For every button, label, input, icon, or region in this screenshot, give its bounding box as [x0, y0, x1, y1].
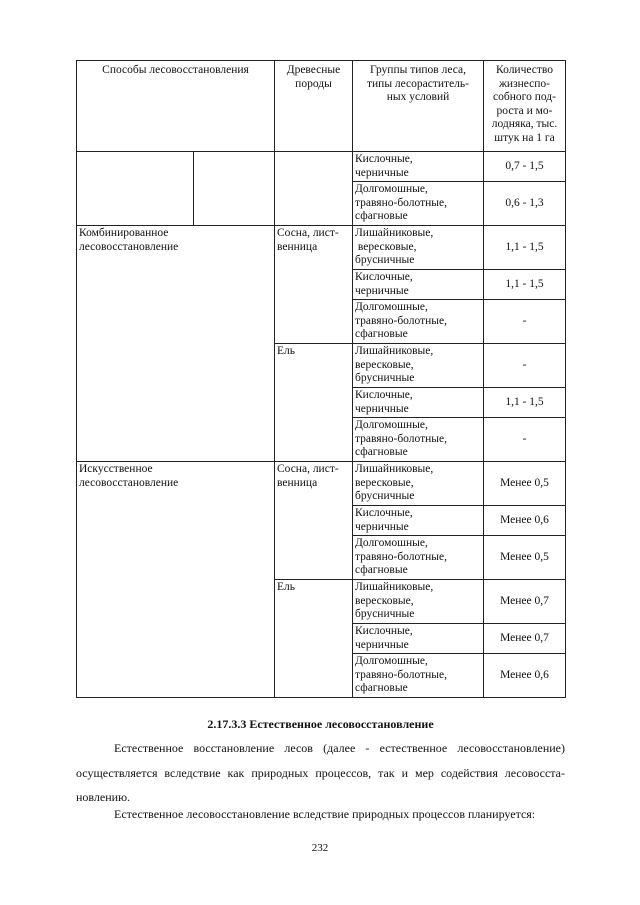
- forest-group-cell: Долгомошные, травяно-болотные, сфагновые: [353, 300, 484, 344]
- quantity-cell: 0,7 - 1,5: [484, 152, 566, 182]
- forest-group-cell: Лишайниковые, вересковые, брусничные: [353, 344, 484, 388]
- method-cell-artificial: Искусственное лесовосстановление: [77, 462, 275, 698]
- header-forest-groups: Группы типов леса, типы лесораститель- ных условий: [353, 61, 484, 152]
- forest-group-cell: Лишайниковые, вересковые, брусничные: [353, 226, 484, 270]
- header-species: Древесные породы: [275, 61, 353, 152]
- reforestation-table: [76, 60, 566, 698]
- quantity-cell: 1,1 - 1,5: [484, 226, 566, 270]
- quantity-cell: Менее 0,7: [484, 580, 566, 624]
- empty-cell: [77, 152, 194, 226]
- table-header-row: [77, 61, 566, 152]
- quantity-cell: -: [484, 300, 566, 344]
- forest-group-cell: Лишайниковые, вересковые, брусничные: [353, 580, 484, 624]
- table-row: [77, 462, 566, 506]
- quantity-cell: 1,1 - 1,5: [484, 270, 566, 300]
- empty-cell: [275, 152, 353, 226]
- quantity-cell: Менее 0,5: [484, 462, 566, 506]
- forest-group-cell: Долгомошные, травяно-болотные, сфагновые: [353, 654, 484, 698]
- species-cell: Ель: [275, 580, 353, 698]
- quantity-cell: Менее 0,5: [484, 536, 566, 580]
- header-quantity: Количество жизнеспо- собного под- роста и мо- лодняка, тыс. штук на 1 га: [484, 61, 566, 152]
- species-cell: Сосна, лист- венница: [275, 462, 353, 580]
- forest-group-cell: Долгомошные, травяно-болотные, сфагновые: [353, 536, 484, 580]
- forest-group-cell: Долгомошные, травяно-болотные, сфагновые: [353, 418, 484, 462]
- table-row: [77, 152, 566, 182]
- quantity-cell: Менее 0,6: [484, 506, 566, 536]
- section-heading: 2.17.3.3 Естественное лесовосстановление: [207, 717, 434, 731]
- forest-group-cell: Кислочные, черничные: [353, 388, 484, 418]
- header-method: Способы лесовосстановления: [77, 61, 275, 152]
- table-row: [77, 226, 566, 270]
- quantity-cell: Менее 0,6: [484, 654, 566, 698]
- quantity-cell: -: [484, 418, 566, 462]
- empty-cell: [194, 152, 275, 226]
- forest-group-cell: Кислочные, черничные: [353, 270, 484, 300]
- forest-group-cell: Кислочные, черничные: [353, 506, 484, 536]
- quantity-cell: 0,6 - 1,3: [484, 182, 566, 226]
- paragraph-natural-reforestation: Естественное восстановление лесов (далее - естественное лесовосстановление) осуществляется вследствие как природных процессов, так и мер содействия лесовосста-новлению.: [76, 741, 565, 804]
- quantity-cell: Менее 0,7: [484, 624, 566, 654]
- forest-group-cell: Долгомошные, травяно-болотные, сфагновые: [353, 182, 484, 226]
- forest-group-cell: Кислочные, черничные: [353, 152, 484, 182]
- quantity-cell: -: [484, 344, 566, 388]
- quantity-cell: 1,1 - 1,5: [484, 388, 566, 418]
- method-cell-combined: Комбинированное лесовосстановление: [77, 226, 275, 462]
- forest-group-cell: Кислочные, черничные: [353, 624, 484, 654]
- paragraph-natural-processes: Естественное лесовосстановление вследствие природных процессов планируется:: [114, 807, 536, 821]
- forest-group-cell: Лишайниковые, вересковые, брусничные: [353, 462, 484, 506]
- species-cell: Ель: [275, 344, 353, 462]
- species-cell: Сосна, лист- венница: [275, 226, 353, 344]
- page-number: 232: [311, 842, 329, 854]
